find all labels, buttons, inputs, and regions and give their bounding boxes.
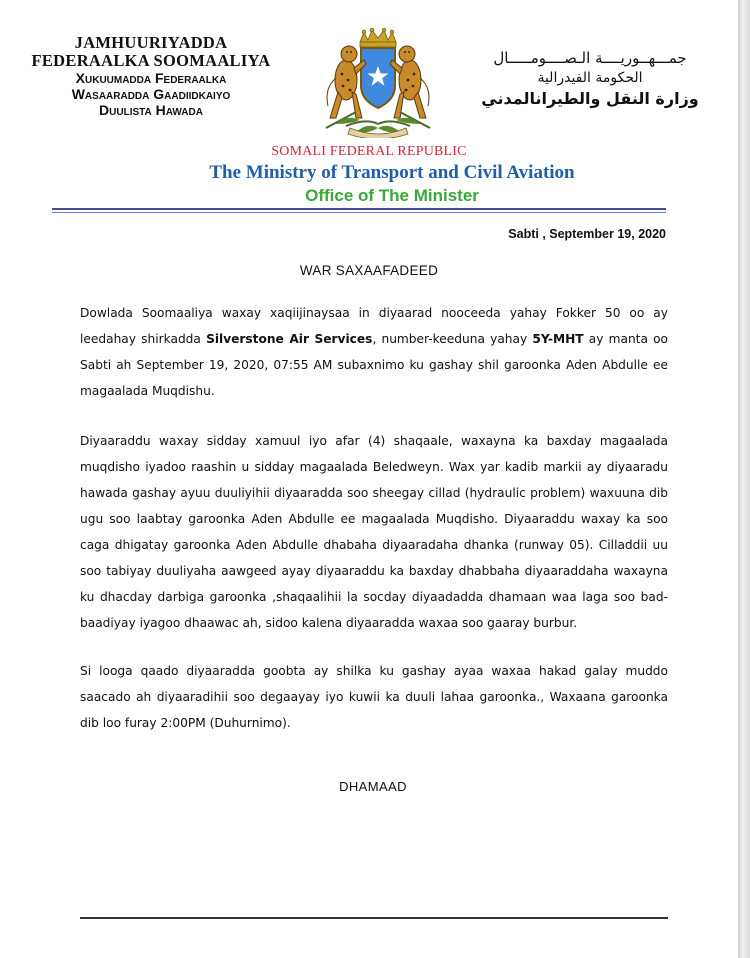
ministry-name: The Ministry of Transport and Civil Aviation <box>209 162 575 183</box>
closing-text: DHAMAAD <box>339 779 407 794</box>
header-left-line1: JAMHUURIYADDA <box>74 33 228 52</box>
paragraph-3: Si looga qaado diyaaradda goobta ay shilka ku gashay ayaa waxaa hakad galay muddo saacado ah diyaaradihii soo degaayay iyo kuwii ka duuli lahaa garoonka., Waxaana garoonka dib loo furay 2:00PM (Duhurnimo). <box>80 664 668 730</box>
header-left-line3: Xukuumadda Federaalka <box>75 70 227 86</box>
somali-coat-of-arms-icon <box>316 28 440 138</box>
header-divider-thin <box>52 212 666 213</box>
document-date: Sabti , September 19, 2020 <box>508 227 666 241</box>
header-somali-block <box>20 34 282 118</box>
company-name: Silverstone Air Services <box>206 332 373 346</box>
republic-name: SOMALI FEDERAL REPUBLIC <box>271 144 467 159</box>
paragraph-2: Diyaaraddu waxay sidday xamuul iyo afar (4) shaqaale, waxayna ka baxday magaalada muqdisho iyadoo raashin u sidday magaalada Beledweyn. Wax yar kadib markii ay diyaaradu hawada gashay ayuu duuliyihii diyaaradda soo sheegay cillad (hydraulic problem) waxuuna dib ugu soo laabtay garoonka Aden Abdulle ee magaalada Muqdisho. Diyaaraddu waxay ka soo caga dhigatay garoonka Aden Abdulle dhabaha diyaaradaha dhanka (runway 05). Cilladdii uu soo tabiyay duuliyaha aawgeed ayay diyaaraddu ka baxday dhabbaha diyaaraddaha waxayna ku dhacday darbiga garoonka ,shaqaalihii la socday diyaadadda dhamaan waa laga soo bad-baadiyay iyagoo dhaawac ah, sidoo kalena diyaaradda waxaa soo gaaray burbur. <box>80 434 668 630</box>
paragraph-1 <box>80 300 668 404</box>
header-right-line1: جمـــهــوريــــة الـصــــومـــــال <box>493 49 687 67</box>
paragraph-1-text-b: , number-keeduna yahay <box>372 332 533 346</box>
office-name: Office of The Minister <box>305 186 479 205</box>
header-left-line5: Duulista Hawada <box>99 102 203 118</box>
paragraph-1-text-a: Dowlada Soomaaliya waxay xaqiijinaysaa in diyaarad nooceeda yahay Fokker 50 oo ay leedahay shirkadda <box>80 306 668 346</box>
footer-divider <box>80 917 668 919</box>
header-right-line3: وزارة النقل والطيرانالمدني <box>481 89 699 108</box>
document-title: WAR SAXAAFADEED <box>299 263 439 278</box>
header-left-line4: Wasaaradda Gaadiidkaiyo <box>71 86 231 102</box>
paragraph-1-text-c: ay manta oo Sabti ah September 19, 2020, 07:55 AM subaxnimo ku gashay shil garoonka Aden Abdulle ee magaalada Muqdishu. <box>80 332 669 398</box>
header-left-line2: FEDERAALKA SOOMAALIYA <box>31 51 271 70</box>
header-right-line2: الحكومة الفيدرالية <box>537 70 643 86</box>
header-divider <box>52 208 666 210</box>
header-arabic-block <box>480 48 700 110</box>
aircraft-registration: 5Y-MHT <box>532 332 584 346</box>
page-edge-shadow <box>738 0 750 958</box>
